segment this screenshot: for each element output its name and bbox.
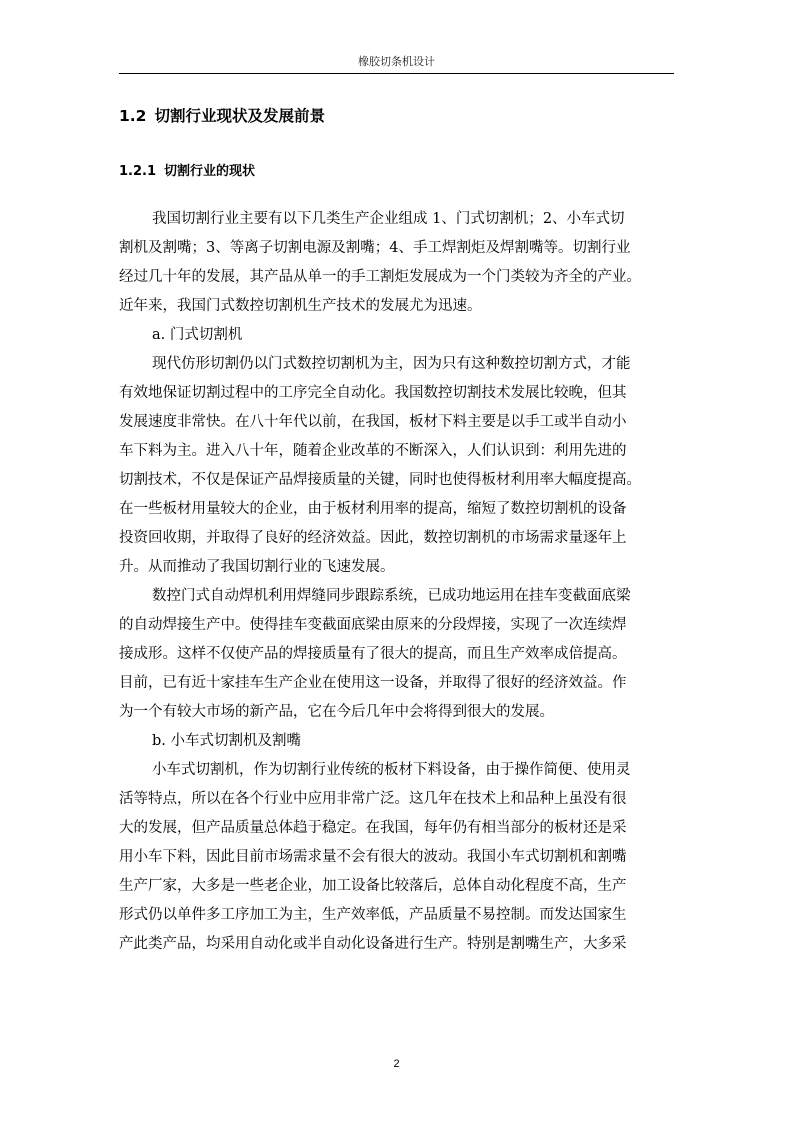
text-line: 目前，已有近十家挂车生产企业在使用这一设备，并取得了很好的经济效益。作: [119, 675, 627, 691]
text-line: 产此类产品，均采用自动化或半自动化设备进行生产。特别是割嘴生产，大多采: [119, 936, 627, 952]
page-number: 2: [393, 1058, 400, 1070]
text-line: 有效地保证切割过程中的工序完全自动化。我国数控切割技术发展比较晚，但其: [119, 385, 627, 401]
text-line: 数控门式自动焊机利用焊缝同步跟踪系统，已成功地运用在挂车变截面底梁: [152, 588, 631, 604]
text-line: 的自动焊接生产中。使得挂车变截面底梁由原来的分段焊接，实现了一次连续焊: [119, 617, 627, 633]
text-line: 近年来，我国门式数控切割机生产技术的发展尤为迅速。: [119, 298, 482, 314]
text-line: 切割技术，不仅是保证产品焊接质量的关键，同时也使得板材利用率大幅度提高。: [119, 472, 641, 488]
text-line: 形式仍以单件多工序加工为主，生产效率低，产品质量不易控制。而发达国家生: [119, 907, 627, 923]
section-heading: [119, 104, 325, 128]
text-line: 我国切割行业主要有以下几类生产企业组成 1、门式切割机；2、小车式切: [152, 211, 625, 227]
section-title: 切割行业现状及发展前景: [154, 107, 325, 125]
subsection-heading: [119, 161, 255, 183]
text-line: 接成形。这样不仅使产品的焊接质量有了很大的提高，而且生产效率成倍提高。: [119, 646, 627, 662]
subsection-number: 1.2.1: [119, 164, 157, 179]
list-item-heading: b. 小车式切割机及割嘴: [152, 733, 301, 749]
text-line: 用小车下料，因此目前市场需求量不会有很大的波动。我国小车式切割机和割嘴: [119, 849, 627, 865]
text-line: 升。从而推动了我国切割行业的飞速发展。: [119, 559, 395, 575]
text-line: 活等特点，所以在各个行业中应用非常广泛。这几年在技术上和品种上虽没有很: [119, 791, 627, 807]
text-line: 割机及割嘴；3、等离子切割电源及割嘴；4、手工焊割炬及焊割嘴等。切割行业: [119, 240, 631, 256]
header-rule: [119, 73, 674, 74]
subsection-title: 切割行业的现状: [164, 164, 256, 179]
text-line: 在一些板材用量较大的企业，由于板材利用率的提高，缩短了数控切割机的设备: [119, 501, 627, 517]
text-line: 经过几十年的发展，其产品从单一的手工割炬发展成为一个门类较为齐全的产业。: [119, 269, 641, 285]
list-item-heading: a. 门式切割机: [152, 327, 243, 343]
running-header: 橡胶切条机设计: [358, 55, 435, 68]
text-line: 大的发展，但产品质量总体趋于稳定。在我国，每年仍有相当部分的板材还是采: [119, 820, 627, 836]
text-line: 生产厂家，大多是一些老企业，加工设备比较落后，总体自动化程度不高，生产: [119, 878, 627, 894]
text-line: 投资回收期，并取得了良好的经济效益。因此，数控切割机的市场需求量逐年上: [119, 530, 627, 546]
text-line: 现代仿形切割仍以门式数控切割机为主，因为只有这种数控切割方式，才能: [152, 356, 631, 372]
text-line: 小车式切割机，作为切割行业传统的板材下料设备，由于操作简便、使用灵: [152, 762, 631, 778]
text-line: 为一个有较大市场的新产品，它在今后几年中会将得到很大的发展。: [119, 704, 554, 720]
text-line: 车下料为主。进入八十年，随着企业改革的不断深入，人们认识到：利用先进的: [119, 443, 627, 459]
section-number: 1.2: [119, 107, 147, 125]
body-text: [119, 205, 676, 959]
text-line: 发展速度非常快。在八十年代以前，在我国，板材下料主要是以手工或半自动小: [119, 414, 627, 430]
